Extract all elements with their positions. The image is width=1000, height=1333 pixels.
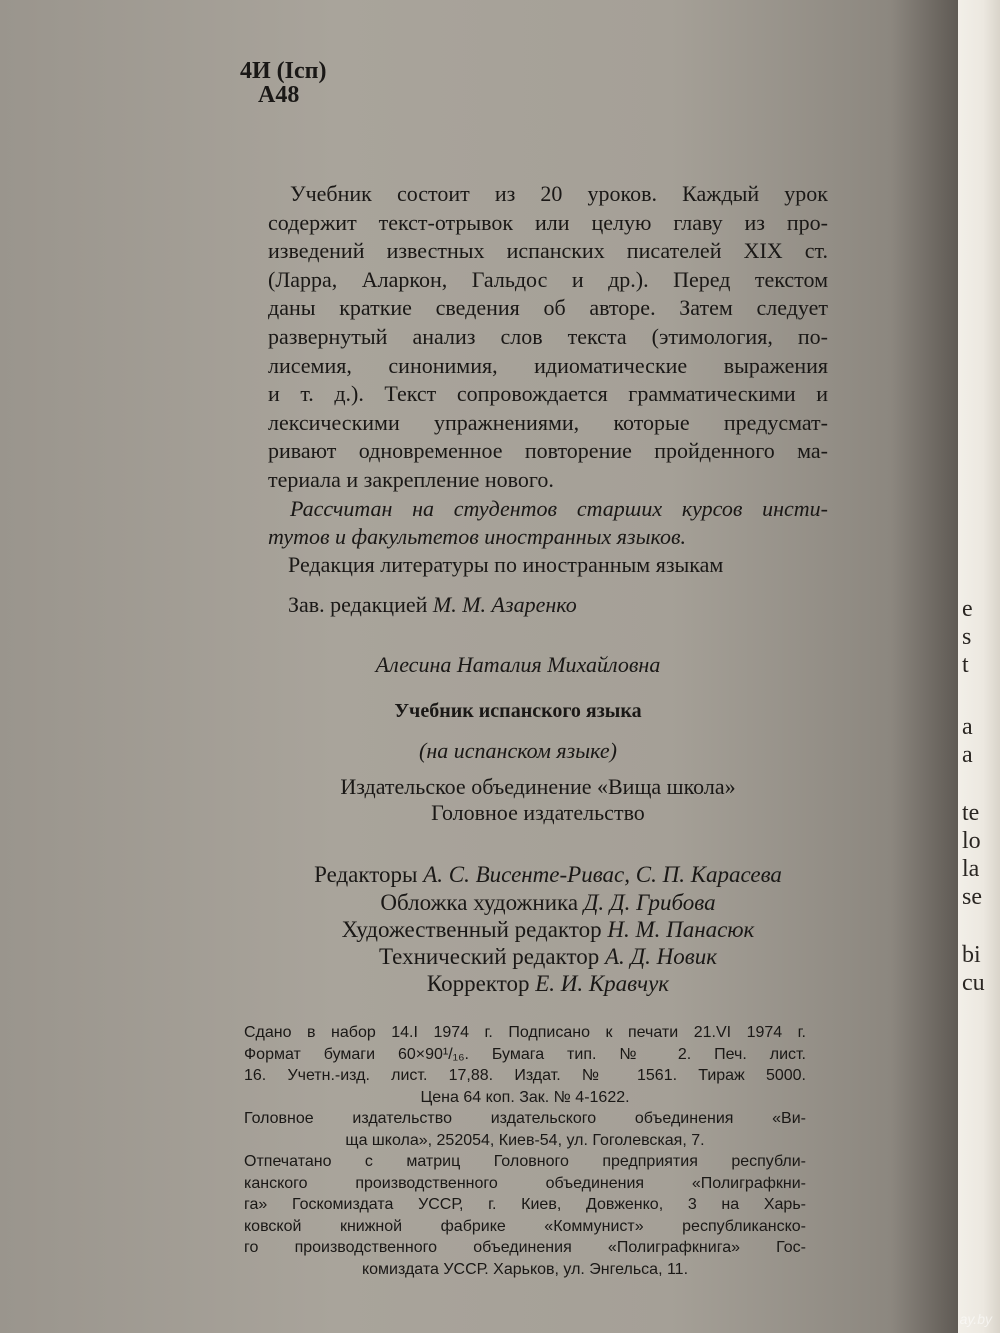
imprint-line: Головное издательство издательского объединения «Ви-: [244, 1110, 806, 1127]
annotation-line: развернутый анализ слов текста (этимология, по-: [268, 323, 828, 349]
adjacent-text-fragment: e: [962, 596, 973, 622]
adjacent-text-fragment: s: [962, 624, 972, 650]
annotation-line: Учебник состоит из 20 уроков. Каждый урок: [290, 181, 828, 206]
imprint-line: га» Госкомиздата УССР, г. Киев, Довженко, 3 на Харь-: [244, 1196, 806, 1213]
adjacent-text-fragment: bi: [962, 942, 981, 968]
imprint-line: Цена 64 коп. Зак. № 4-1622.: [420, 1088, 630, 1106]
credit-role: Обложка художника: [380, 890, 579, 915]
imprint-line: го производственного объединения «Полиграфкнига» Гос-: [244, 1239, 806, 1256]
book-title: Учебник испанского языка: [394, 700, 642, 722]
imprint-line: 16. Учетн.-изд. лист. 17,88. Издат. № 1561. Тираж 5000.: [244, 1067, 806, 1084]
annotation-line: содержит текст-отрывок или целую главу из про-: [268, 209, 828, 235]
annotation-line: (Ларра, Аларкон, Гальдос и др.). Перед текстом: [268, 266, 828, 292]
adjacent-text-fragment: t: [962, 652, 969, 678]
audience-line: Рассчитан на студентов старших курсов инсти-: [290, 495, 828, 521]
credit-proofreader: [238, 971, 858, 997]
imprint-line: Сдано в набор 14.I 1974 г. Подписано к печати 21.VI 1974 г.: [244, 1024, 806, 1041]
audience-line: тутов и факультетов иностранных языков.: [268, 524, 687, 550]
credit-cover: [238, 890, 858, 916]
editorial-head-name: М. М. Азаренко: [432, 592, 577, 617]
publisher-unit: Головное издательство: [431, 800, 645, 825]
adjacent-text-fragment: te: [962, 800, 980, 826]
credit-names: А. С. Висенте-Ривас, С. П. Карасева: [423, 862, 782, 887]
imprint-line: Отпечатано с матриц Головного предприятия республи-: [244, 1153, 806, 1170]
imprint-line: канского производственного объединения «Полиграфкни-: [244, 1174, 806, 1192]
credit-role: Технический редактор: [378, 944, 600, 969]
imprint-line: комиздата УССР. Харьков, ул. Энгельса, 11.: [361, 1260, 689, 1278]
imprint-line: Формат бумаги 60×90¹/₁₆. Бумага тип. № 2. Печ. лист.: [244, 1045, 806, 1063]
adjacent-text-fragment: cu: [962, 970, 985, 996]
editorial-office: Редакция литературы по иностранным языкам: [288, 552, 724, 577]
credit-art-editor: [238, 917, 858, 943]
credit-names: Д. Д. Грибова: [583, 890, 716, 915]
credit-role: Редакторы: [314, 862, 418, 887]
annotation-line: даны краткие сведения об авторе. Затем следует: [268, 295, 828, 321]
annotation-line: ривают одновременное повторение пройденного ма-: [268, 438, 828, 464]
adjacent-text-fragment: a: [962, 714, 973, 740]
annotation-line: лисемия, синонимия, идиоматические выражения: [268, 352, 828, 378]
imprint-line: ща школа», 252054, Киев-54, ул. Гоголевская, 7.: [345, 1131, 705, 1149]
imprint-line: ковской книжной фабрике «Коммунист» республиканско-: [244, 1217, 806, 1235]
credit-role: Художественный редактор: [341, 917, 602, 942]
credit-names: Е. И. Кравчук: [535, 971, 670, 996]
credit-role: Корректор: [426, 971, 530, 996]
annotation-line: изведений известных испанских писателей XIX ст.: [268, 238, 828, 264]
author-code: А48: [258, 82, 300, 108]
credit-editors: [238, 862, 858, 888]
publisher-name: Издательское объединение «Вища школа»: [340, 774, 736, 799]
editorial-head: [288, 592, 577, 618]
adjacent-page-edge: [958, 0, 1000, 1333]
classification-code: 4И (Icп): [240, 58, 327, 84]
book-author: Алесина Наталия Михайловна: [375, 652, 661, 677]
book-subtitle: (на испанском языке): [419, 738, 617, 763]
adjacent-text-fragment: se: [962, 884, 982, 910]
annotation-line: лексическими упражнениями, которые предусмат-: [268, 409, 828, 435]
adjacent-text-fragment: la: [962, 856, 980, 882]
annotation-block: [268, 180, 828, 552]
annotation-line: териала и закрепление нового.: [268, 466, 554, 492]
annotation-line: и т. д.). Текст сопровождается грамматическими и: [268, 381, 828, 407]
credit-names: Н. М. Панасюк: [607, 917, 755, 942]
editorial-head-label: Зав. редакцией: [288, 592, 428, 617]
credit-names: А. Д. Новик: [604, 944, 718, 969]
adjacent-text-fragment: a: [962, 742, 973, 768]
credit-tech-editor: [238, 944, 858, 970]
imprint-block: [244, 1022, 806, 1280]
adjacent-text-fragment: lo: [962, 828, 981, 854]
watermark: ay.by: [959, 1311, 992, 1327]
